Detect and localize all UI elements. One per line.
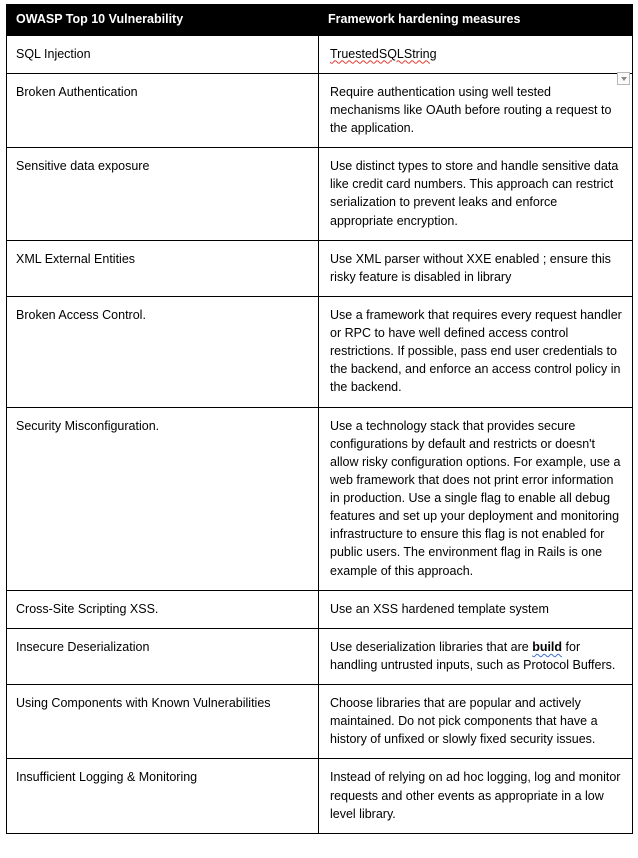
table-row [7,73,633,147]
cell-measure: Use distinct types to store and handle sensitive data like credit card numbers. This approach can restrict serialization to prevent leaks and enforce appropriate encryption. [319,148,633,241]
table-row [7,35,633,73]
cell-measure: Use a framework that requires every request handler or RPC to have well defined access control restrictions. If possible, pass end user credentials to the backend, and enforce an access control policy in the backend. [319,296,633,407]
table-header [7,5,633,36]
cell-vulnerability: Using Components with Known Vulnerabilities [7,685,319,759]
table-row [7,590,633,628]
chevron-down-glyph [621,77,627,81]
cell-measure: Require authentication using well tested mechanisms like OAuth before routing a request to the application. [319,73,633,147]
measure-text-part: Use deserialization libraries that are [330,639,533,654]
owasp-table [6,4,633,834]
grammar-flagged-word: build [532,639,563,654]
cell-measure: Use an XSS hardened template system [319,590,633,628]
table-row [7,628,633,684]
table-body [7,35,633,833]
cell-measure [319,35,633,73]
cell-vulnerability: Sensitive data exposure [7,148,319,241]
cell-vulnerability: Security Misconfiguration. [7,407,319,590]
measure-text-part: for handling untrusted inputs, such as Protocol Buffers. [330,639,616,672]
header-cell-vulnerability: OWASP Top 10 Vulnerability [7,5,319,36]
cell-vulnerability: XML External Entities [7,240,319,296]
table-row [7,296,633,407]
header-cell-measures: Framework hardening measures [319,5,633,36]
table-row [7,685,633,759]
cell-vulnerability: Insufficient Logging & Monitoring [7,759,319,833]
cell-vulnerability: Insecure Deserialization [7,628,319,684]
cell-measure: Use a technology stack that provides secure configurations by default and restricts or doesn't allow risky configuration options. For example, use a web framework that does not print error information in production. Use a single flag to enable all debug features and set up your deployment and monitoring infrastructure to ensure this flag is not enabled for public users. The environment flag in Rails is one example of this approach. [319,407,633,590]
misspelled-text: TruestedSQLString [330,46,437,61]
cell-vulnerability: SQL Injection [7,35,319,73]
table-row [7,148,633,241]
cell-measure: Use XML parser without XXE enabled ; ensure this risky feature is disabled in library [319,240,633,296]
table-header-row [7,5,633,36]
cell-vulnerability: Broken Access Control. [7,296,319,407]
cell-measure [319,628,633,684]
cell-vulnerability: Cross-Site Scripting XSS. [7,590,319,628]
table-row [7,407,633,590]
chevron-down-icon[interactable] [617,72,630,85]
cell-measure: Choose libraries that are popular and actively maintained. Do not pick components that have a history of unfixed or slowly fixed security issues. [319,685,633,759]
cell-measure: Instead of relying on ad hoc logging, log and monitor requests and other events as appropriate in a low level library. [319,759,633,833]
table-row [7,240,633,296]
table-row [7,759,633,833]
cell-vulnerability: Broken Authentication [7,73,319,147]
